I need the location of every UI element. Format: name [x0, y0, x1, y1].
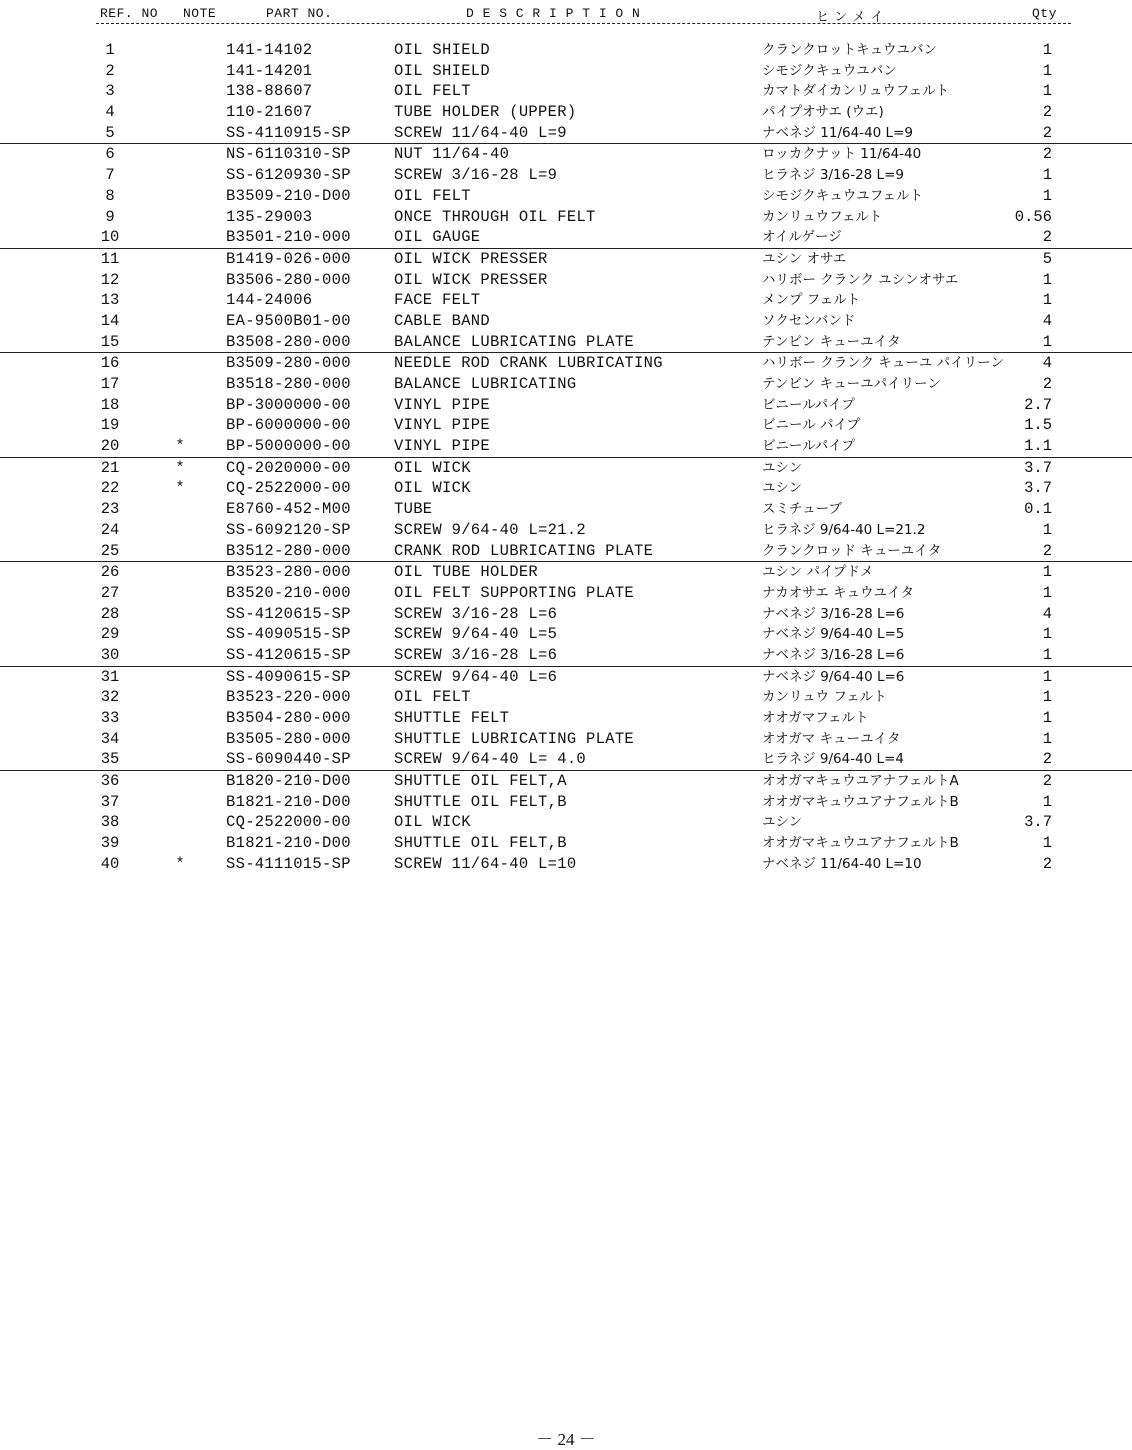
ref-no-cell: 38: [100, 813, 120, 832]
qty-cell: 3.7: [1024, 479, 1052, 498]
part-no-cell: EA-9500B01-00: [226, 311, 351, 330]
ref-no-cell: 37: [100, 792, 120, 811]
table-row: [0, 624, 1132, 645]
description-cell: OIL FELT: [394, 82, 471, 101]
description-cell: SHUTTLE LUBRICATING PLATE: [394, 729, 635, 748]
japanese-name-cell: ロッカクナット 11/64-40: [762, 146, 922, 163]
table-row: [0, 352, 1132, 374]
ref-no-cell: 40: [100, 854, 120, 873]
part-no-cell: 138-88607: [226, 82, 313, 101]
part-no-cell: B3523-220-000: [226, 688, 351, 707]
description-cell: VINYL PIPE: [394, 416, 491, 435]
ref-no-cell: 7: [105, 166, 115, 185]
ref-no-cell: 30: [100, 645, 120, 664]
ref-no-cell: 23: [100, 500, 120, 519]
ref-no-cell: 39: [100, 834, 120, 853]
ref-no-cell: 25: [100, 541, 120, 560]
part-no-cell: B3506-280-000: [226, 270, 351, 289]
ref-no-cell: 34: [100, 729, 120, 748]
qty-cell: 3.7: [1024, 458, 1052, 477]
japanese-name-cell: クランクロットキュウユバン: [762, 42, 937, 58]
part-no-cell: 110-21607: [226, 103, 313, 122]
table-row: [0, 708, 1132, 729]
japanese-name-cell: ヒラネジ 3/16-28 L=9: [762, 167, 904, 184]
table-row: [0, 143, 1132, 165]
table-row: [0, 81, 1132, 102]
description-cell: SHUTTLE OIL FELT,B: [394, 834, 567, 853]
qty-cell: 2: [1042, 541, 1052, 560]
part-no-cell: SS-6092120-SP: [226, 520, 351, 539]
ref-no-cell: 1: [105, 41, 115, 59]
table-row: [0, 123, 1132, 144]
qty-cell: 1: [1042, 291, 1052, 310]
table-row: [0, 40, 1132, 61]
ref-no-cell: 10: [100, 228, 120, 247]
description-cell: VINYL PIPE: [394, 437, 491, 456]
page-number: － 24 －: [536, 1430, 596, 1449]
table-row: [0, 207, 1132, 228]
japanese-name-cell: オオガマ キューユイタ: [762, 730, 901, 747]
table-row: [0, 395, 1132, 416]
part-no-cell: SS-6090440-SP: [226, 750, 351, 769]
part-no-cell: CQ-2020000-00: [226, 458, 351, 477]
table-row: [0, 645, 1132, 666]
description-cell: SCREW 3/16-28 L=6: [394, 645, 558, 664]
description-cell: SCREW 3/16-28 L=6: [394, 604, 558, 623]
description-cell: CABLE BAND: [394, 311, 491, 330]
table-row: [0, 812, 1132, 833]
part-no-cell: E8760-452-M00: [226, 500, 351, 519]
qty-cell: 0.56: [1014, 207, 1052, 226]
ref-no-cell: 35: [100, 750, 120, 769]
table-row: [0, 520, 1132, 541]
qty-cell: 1: [1042, 688, 1052, 707]
table-row: [0, 729, 1132, 750]
part-no-cell: SS-4120615-SP: [226, 604, 351, 623]
japanese-name-cell: ナベネジ 3/16-28 L=6: [762, 605, 905, 622]
qty-cell: 2: [1042, 375, 1052, 393]
table-row: [0, 854, 1132, 875]
description-cell: TUBE: [394, 500, 433, 519]
table-row: [0, 374, 1132, 395]
description-cell: ONCE THROUGH OIL FELT: [394, 207, 596, 226]
description-cell: OIL WICK PRESSER: [394, 249, 548, 268]
part-no-cell: SS-4111015-SP: [226, 854, 351, 873]
japanese-name-cell: ナカオサエ キュウユイタ: [762, 584, 914, 601]
qty-cell: 5: [1042, 249, 1052, 268]
ref-no-cell: 19: [100, 416, 120, 435]
japanese-name-cell: シモジクキュウユバン: [762, 62, 897, 79]
ref-no-cell: 32: [100, 688, 120, 707]
qty-cell: 1: [1042, 270, 1052, 289]
japanese-name-cell: スミチューブ: [762, 501, 842, 518]
qty-cell: 2: [1042, 772, 1052, 791]
part-no-cell: B1821-210-D00: [226, 792, 351, 811]
part-no-cell: B3508-280-000: [226, 332, 351, 351]
part-no-cell: BP-6000000-00: [226, 416, 351, 435]
qty-cell: 1: [1042, 520, 1052, 539]
table-row: [0, 61, 1132, 82]
header-ref-no: REF. NO: [100, 6, 159, 21]
table-row: [0, 415, 1132, 436]
table-row: [0, 561, 1132, 583]
japanese-name-cell: ハリボー クランク ユシンオサエ: [762, 271, 959, 288]
qty-cell: 1: [1042, 792, 1052, 811]
japanese-name-cell: ビニールパイプ: [762, 438, 855, 455]
header-part-no: PART NO.: [266, 6, 333, 21]
part-no-cell: B3505-280-000: [226, 729, 351, 748]
table-row: [0, 248, 1132, 270]
table-row: [0, 770, 1132, 792]
japanese-name-cell: オイルゲージ: [762, 229, 842, 246]
ref-no-cell: 12: [100, 270, 120, 289]
japanese-name-cell: メンプ フェルト: [762, 292, 861, 309]
japanese-name-cell: オオガマキュウユアナフェルトA: [762, 773, 959, 790]
header-qty: Qty: [1032, 6, 1057, 21]
qty-cell: 1: [1042, 645, 1052, 664]
description-cell: OIL WICK PRESSER: [394, 270, 548, 289]
description-cell: OIL FELT: [394, 186, 471, 205]
japanese-name-cell: ビニール パイプ: [762, 417, 861, 434]
japanese-name-cell: ナベネジ 3/16-28 L=6: [762, 646, 905, 663]
table-row: [0, 311, 1132, 332]
description-cell: SCREW 11/64-40 L=10: [394, 854, 577, 873]
qty-cell: 1: [1042, 667, 1052, 686]
table-row: [0, 478, 1132, 499]
table-row: [0, 227, 1132, 248]
part-no-cell: B3518-280-000: [226, 375, 351, 393]
japanese-name-cell: パイプオサエ (ウエ): [762, 104, 884, 121]
table-row: [0, 290, 1132, 311]
part-no-cell: CQ-2522000-00: [226, 479, 351, 498]
japanese-name-cell: ヒラネジ 9/64-40 L=21.2: [762, 521, 926, 538]
part-no-cell: B3523-280-000: [226, 563, 351, 582]
description-cell: OIL FELT: [394, 688, 471, 707]
header-note: NOTE: [183, 6, 217, 21]
japanese-name-cell: ハリボー クランク キューユ パイリーン: [762, 355, 1004, 372]
description-cell: NEEDLE ROD CRANK LUBRICATING: [394, 354, 663, 373]
description-cell: OIL WICK: [394, 458, 471, 477]
japanese-name-cell: カマトダイカンリュウフェルト: [762, 83, 950, 100]
japanese-name-cell: テンビン キューユイタ: [762, 333, 901, 350]
part-no-cell: SS-4090615-SP: [226, 667, 351, 686]
ref-no-cell: 17: [100, 375, 120, 393]
qty-cell: 4: [1042, 354, 1052, 373]
description-cell: OIL SHIELD: [394, 41, 491, 59]
table-row: [0, 687, 1132, 708]
header-hinmei: ヒ ン メ イ: [816, 10, 884, 25]
table-row: [0, 583, 1132, 604]
ref-no-cell: 8: [105, 186, 115, 205]
description-cell: SCREW 9/64-40 L=21.2: [394, 520, 587, 539]
description-cell: SHUTTLE OIL FELT,A: [394, 772, 567, 791]
ref-no-cell: 26: [100, 563, 120, 582]
japanese-name-cell: ユシン: [762, 459, 803, 476]
ref-no-cell: 24: [100, 520, 120, 539]
part-no-cell: B3509-280-000: [226, 354, 351, 373]
qty-cell: 2: [1042, 750, 1052, 769]
ref-no-cell: 16: [100, 354, 120, 373]
ref-no-cell: 22: [100, 479, 120, 498]
japanese-name-cell: オオガマフェルト: [762, 710, 869, 726]
part-no-cell: BP-3000000-00: [226, 395, 351, 414]
header-dashed-rule: [96, 23, 1071, 24]
ref-no-cell: 11: [100, 249, 120, 268]
qty-cell: 2: [1042, 854, 1052, 873]
table-row: [0, 604, 1132, 625]
qty-cell: 1: [1042, 563, 1052, 582]
ref-no-cell: 14: [100, 311, 120, 330]
ref-no-cell: 5: [105, 123, 115, 142]
parts-table: [0, 40, 1132, 875]
japanese-name-cell: ソクセンバンド: [762, 312, 856, 329]
table-row: [0, 499, 1132, 520]
part-no-cell: CQ-2522000-00: [226, 813, 351, 832]
description-cell: BALANCE LUBRICATING: [394, 375, 577, 393]
qty-cell: 1: [1042, 583, 1052, 602]
qty-cell: 1: [1042, 729, 1052, 748]
japanese-name-cell: テンビン キューユパイリーン: [762, 376, 941, 392]
table-row: [0, 749, 1132, 770]
ref-no-cell: 28: [100, 604, 120, 623]
qty-cell: 3.7: [1024, 813, 1052, 832]
part-no-cell: SS-4090515-SP: [226, 625, 351, 644]
japanese-name-cell: ユシン: [762, 480, 803, 497]
part-no-cell: NS-6110310-SP: [226, 145, 351, 164]
japanese-name-cell: ユシン: [762, 814, 803, 831]
description-cell: SCREW 3/16-28 L=9: [394, 166, 558, 185]
ref-no-cell: 13: [100, 291, 120, 310]
ref-no-cell: 27: [100, 583, 120, 602]
ref-no-cell: 6: [105, 145, 115, 164]
description-cell: VINYL PIPE: [394, 395, 491, 414]
ref-no-cell: 18: [100, 395, 120, 414]
header-description: D E S C R I P T I O N: [466, 6, 641, 21]
part-no-cell: B3501-210-000: [226, 228, 351, 247]
part-no-cell: B1820-210-D00: [226, 772, 351, 791]
japanese-name-cell: ナベネジ 9/64-40 L=6: [762, 668, 905, 685]
qty-cell: 1: [1042, 61, 1052, 80]
table-row: [0, 102, 1132, 123]
part-no-cell: B3504-280-000: [226, 709, 351, 727]
qty-cell: 0.1: [1024, 500, 1052, 519]
japanese-name-cell: ナベネジ 11/64-40 L=10: [762, 855, 922, 872]
part-no-cell: SS-4110915-SP: [226, 123, 351, 142]
qty-cell: 1: [1042, 41, 1052, 59]
qty-cell: 2: [1042, 123, 1052, 142]
part-no-cell: 144-24006: [226, 291, 313, 310]
ref-no-cell: 21: [100, 458, 120, 477]
table-row: [0, 833, 1132, 854]
qty-cell: 2: [1042, 103, 1052, 122]
qty-cell: 1: [1042, 709, 1052, 727]
description-cell: OIL TUBE HOLDER: [394, 563, 539, 582]
qty-cell: 1: [1042, 625, 1052, 644]
table-row: [0, 541, 1132, 562]
description-cell: SHUTTLE OIL FELT,B: [394, 792, 567, 811]
ref-no-cell: 3: [105, 82, 115, 101]
part-no-cell: 141-14102: [226, 41, 313, 59]
japanese-name-cell: ユシン パイプドメ: [762, 564, 874, 581]
note-cell: *: [175, 854, 185, 873]
qty-cell: 1: [1042, 82, 1052, 101]
part-no-cell: 141-14201: [226, 61, 313, 80]
japanese-name-cell: ユシン オサエ: [762, 250, 847, 267]
description-cell: SHUTTLE FELT: [394, 709, 510, 727]
ref-no-cell: 9: [105, 207, 115, 226]
ref-no-cell: 33: [100, 709, 120, 727]
note-cell: *: [175, 458, 185, 477]
description-cell: SCREW 9/64-40 L=5: [394, 625, 558, 644]
qty-cell: 1: [1042, 166, 1052, 185]
description-cell: OIL WICK: [394, 479, 471, 498]
qty-cell: 1: [1042, 332, 1052, 351]
note-cell: *: [175, 437, 185, 456]
ref-no-cell: 2: [105, 61, 115, 80]
part-no-cell: 135-29003: [226, 207, 313, 226]
qty-cell: 2: [1042, 145, 1052, 164]
table-header: [0, 4, 1132, 28]
japanese-name-cell: カンリュウフェルト: [762, 208, 883, 225]
part-no-cell: B1419-026-000: [226, 249, 351, 268]
qty-cell: 2: [1042, 228, 1052, 247]
japanese-name-cell: ヒラネジ 9/64-40 L=4: [762, 751, 904, 768]
qty-cell: 1: [1042, 834, 1052, 853]
table-row: [0, 792, 1132, 813]
description-cell: SCREW 9/64-40 L=6: [394, 667, 558, 686]
japanese-name-cell: ビニールパイプ: [762, 396, 855, 413]
japanese-name-cell: カンリュウ フェルト: [762, 689, 887, 706]
description-cell: OIL GAUGE: [394, 228, 481, 247]
japanese-name-cell: オオガマキュウユアナフェルトB: [762, 793, 959, 810]
qty-cell: 1.5: [1024, 416, 1052, 435]
description-cell: BALANCE LUBRICATING PLATE: [394, 332, 635, 351]
japanese-name-cell: ナベネジ 9/64-40 L=5: [762, 626, 905, 643]
description-cell: SCREW 9/64-40 L= 4.0: [394, 750, 587, 769]
part-no-cell: SS-6120930-SP: [226, 166, 351, 185]
part-no-cell: BP-5000000-00: [226, 437, 351, 456]
japanese-name-cell: オオガマキュウユアナフェルトB: [762, 835, 959, 852]
qty-cell: 2.7: [1024, 395, 1052, 414]
description-cell: FACE FELT: [394, 291, 481, 310]
part-no-cell: SS-4120615-SP: [226, 645, 351, 664]
description-cell: OIL FELT SUPPORTING PLATE: [394, 583, 635, 602]
ref-no-cell: 15: [100, 332, 120, 351]
part-no-cell: B3512-280-000: [226, 541, 351, 560]
part-no-cell: B1821-210-D00: [226, 834, 351, 853]
japanese-name-cell: クランクロッド キューユイタ: [762, 542, 942, 559]
description-cell: NUT 11/64-40: [394, 145, 510, 164]
table-row: [0, 436, 1132, 457]
table-row: [0, 165, 1132, 186]
qty-cell: 4: [1042, 311, 1052, 330]
description-cell: SCREW 11/64-40 L=9: [394, 123, 567, 142]
ref-no-cell: 29: [100, 625, 120, 644]
description-cell: OIL SHIELD: [394, 61, 491, 80]
japanese-name-cell: シモジクキュウユフェルト: [762, 187, 924, 204]
table-row: [0, 457, 1132, 479]
description-cell: OIL WICK: [394, 813, 471, 832]
description-cell: CRANK ROD LUBRICATING PLATE: [394, 541, 654, 560]
description-cell: TUBE HOLDER (UPPER): [394, 103, 577, 122]
table-row: [0, 666, 1132, 688]
qty-cell: 1: [1042, 186, 1052, 205]
ref-no-cell: 20: [100, 437, 120, 456]
ref-no-cell: 4: [105, 103, 115, 122]
ref-no-cell: 36: [100, 772, 120, 791]
part-no-cell: B3520-210-000: [226, 583, 351, 602]
japanese-name-cell: ナベネジ 11/64-40 L=9: [762, 124, 913, 141]
qty-cell: 4: [1042, 604, 1052, 623]
table-row: [0, 186, 1132, 207]
qty-cell: 1.1: [1024, 437, 1052, 456]
table-row: [0, 332, 1132, 353]
ref-no-cell: 31: [100, 667, 120, 686]
part-no-cell: B3509-210-D00: [226, 186, 351, 205]
table-row: [0, 270, 1132, 291]
note-cell: *: [175, 479, 185, 498]
